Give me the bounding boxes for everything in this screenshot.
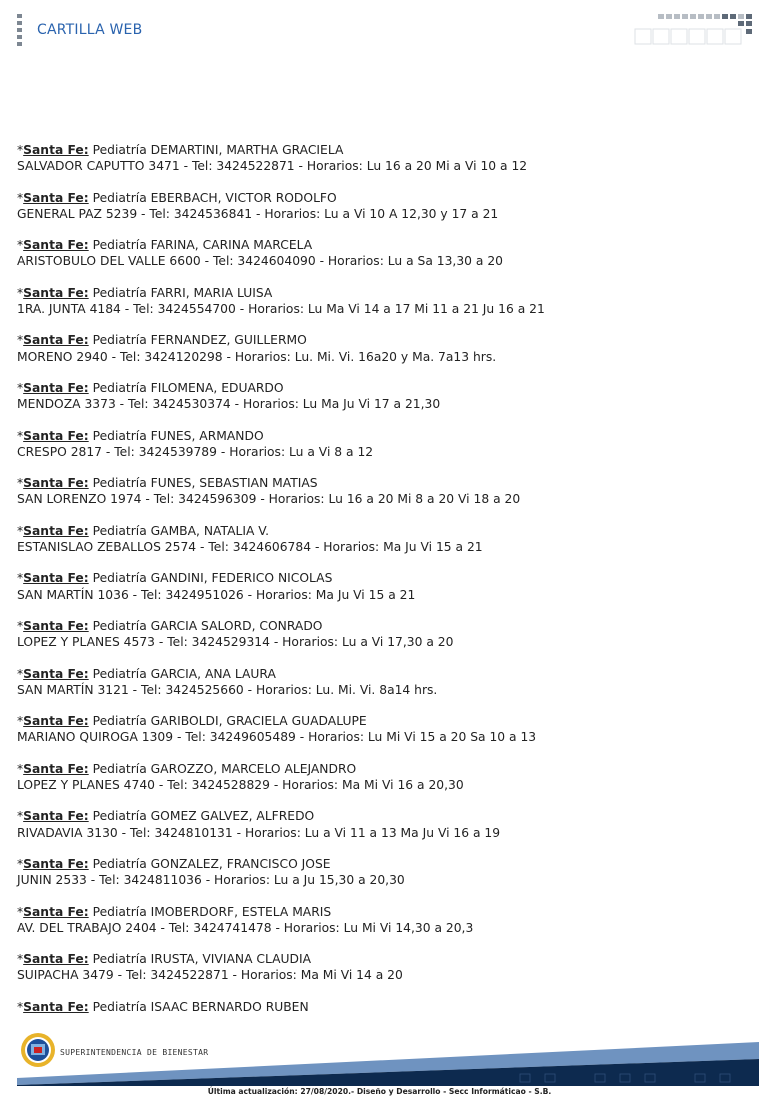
list-item	[17, 475, 747, 508]
entry-location: Santa Fe:	[23, 761, 89, 776]
entry-address: SAN LORENZO 1974 - Tel: 3424596309 - Horarios: Lu 16 a 20 Mi 8 a 20 Vi 18 a 20	[17, 492, 521, 507]
entry-address: CRESPO 2817 - Tel: 3424539789 - Horarios: Lu a Vi 8 a 12	[17, 444, 374, 459]
entry-title-line	[17, 190, 747, 206]
entry-location: Santa Fe:	[23, 571, 89, 586]
entry-prefix: *	[17, 904, 24, 919]
entry-address: MENDOZA 3373 - Tel: 3424530374 - Horarios: Lu Ma Ju Vi 17 a 21,30	[17, 397, 441, 412]
grid-squares-icon	[634, 12, 758, 46]
entry-address: SAN MARTÍN 1036 - Tel: 3424951026 - Horarios: Ma Ju Vi 15 a 21	[17, 587, 416, 602]
entry-title-line	[17, 904, 747, 920]
entry-location: Santa Fe:	[23, 143, 89, 157]
entry-address: RIVADAVIA 3130 - Tel: 3424810131 - Horarios: Lu a Vi 11 a 13 Ma Ju Vi 16 a 19	[17, 825, 501, 840]
entry-location: Santa Fe:	[23, 952, 89, 967]
entry-location: Santa Fe:	[23, 666, 89, 681]
entry-prefix: *	[17, 809, 24, 824]
list-item	[17, 190, 747, 223]
entry-provider: Pediatría ISAAC BERNARDO RUBEN	[88, 999, 309, 1014]
entry-provider: Pediatría FUNES, SEBASTIAN MATIAS	[88, 476, 318, 491]
header-accent-bar	[17, 14, 22, 46]
entry-prefix: *	[17, 666, 24, 681]
entry-location: Santa Fe:	[23, 523, 89, 538]
entry-location: Santa Fe:	[23, 809, 89, 824]
entry-title-line	[17, 428, 747, 444]
entry-provider: Pediatría GOMEZ GALVEZ, ALFREDO	[88, 809, 315, 824]
entry-location: Santa Fe:	[23, 476, 89, 491]
entry-address: MORENO 2940 - Tel: 3424120298 - Horarios: Lu. Mi. Vi. 16a20 y Ma. 7a13 hrs.	[17, 349, 497, 364]
entry-prefix: *	[17, 380, 24, 395]
entry-title-line	[17, 380, 747, 396]
page-title: CARTILLA WEB	[37, 22, 143, 38]
entry-location: Santa Fe:	[23, 856, 89, 871]
entry-provider: Pediatría IMOBERDORF, ESTELA MARIS	[88, 904, 332, 919]
entry-provider: Pediatría GONZALEZ, FRANCISCO JOSE	[88, 856, 331, 871]
entry-title-line	[17, 856, 747, 872]
list-item	[17, 713, 747, 746]
entry-address: 1RA. JUNTA 4184 - Tel: 3424554700 - Horarios: Lu Ma Vi 14 a 17 Mi 11 a 21 Ju 16 a 21	[17, 302, 545, 317]
entry-address: JUNIN 2533 - Tel: 3424811036 - Horarios: Lu a Ju 15,30 a 20,30	[17, 873, 405, 888]
police-seal-icon	[21, 1033, 55, 1067]
list-item	[17, 808, 747, 841]
list-item	[17, 237, 747, 270]
entry-provider: Pediatría FARINA, CARINA MARCELA	[88, 238, 313, 253]
entry-title-line	[17, 285, 747, 301]
entry-location: Santa Fe:	[23, 714, 89, 729]
list-item	[17, 761, 747, 794]
entry-prefix: *	[17, 238, 24, 253]
entry-prefix: *	[17, 523, 24, 538]
list-item	[17, 856, 747, 889]
entry-provider: Pediatría DEMARTINI, MARTHA GRACIELA	[88, 143, 344, 157]
entry-prefix: *	[17, 571, 24, 586]
entry-address: SAN MARTÍN 3121 - Tel: 3424525660 - Horarios: Lu. Mi. Vi. 8a14 hrs.	[17, 682, 438, 697]
entry-title-line	[17, 808, 747, 824]
entry-address: AV. DEL TRABAJO 2404 - Tel: 3424741478 - Horarios: Lu Mi Vi 14,30 a 20,3	[17, 920, 474, 935]
list-item	[17, 618, 747, 651]
entry-location: Santa Fe:	[23, 428, 89, 443]
entry-prefix: *	[17, 856, 24, 871]
entry-location: Santa Fe:	[23, 190, 89, 205]
entry-address: ESTANISLAO ZEBALLOS 2574 - Tel: 3424606784 - Horarios: Ma Ju Vi 15 a 21	[17, 540, 483, 555]
list-item	[17, 951, 747, 984]
entry-provider: Pediatría GARCIA SALORD, CONRADO	[88, 618, 323, 633]
entry-title-line	[17, 761, 747, 777]
entry-provider: Pediatría GARCIA, ANA LAURA	[88, 666, 276, 681]
list-item	[17, 380, 747, 413]
entry-provider: Pediatría GAROZZO, MARCELO ALEJANDRO	[88, 761, 357, 776]
entry-provider: Pediatría EBERBACH, VICTOR RODOLFO	[88, 190, 337, 205]
entry-address: SALVADOR CAPUTTO 3471 - Tel: 3424522871 - Horarios: Lu 16 a 20 Mi a Vi 10 a 12	[17, 159, 528, 174]
entry-prefix: *	[17, 428, 24, 443]
entry-prefix: *	[17, 285, 24, 300]
list-item	[17, 904, 747, 937]
entry-prefix: *	[17, 999, 24, 1014]
entry-location: Santa Fe:	[23, 380, 89, 395]
list-item	[17, 999, 747, 1015]
entry-title-line	[17, 666, 747, 682]
entry-title-line	[17, 142, 747, 158]
entry-provider: Pediatría GANDINI, FEDERICO NICOLAS	[88, 571, 333, 586]
entry-provider: Pediatría IRUSTA, VIVIANA CLAUDIA	[88, 952, 312, 967]
entry-provider: Pediatría FARRI, MARIA LUISA	[88, 285, 273, 300]
list-item	[17, 570, 747, 603]
entry-title-line	[17, 237, 747, 253]
entry-provider: Pediatría GARIBOLDI, GRACIELA GUADALUPE	[88, 714, 367, 729]
entry-title-line	[17, 475, 747, 491]
list-item	[17, 332, 747, 365]
entry-prefix: *	[17, 618, 24, 633]
entry-title-line	[17, 570, 747, 586]
entry-prefix: *	[17, 333, 24, 348]
entry-location: Santa Fe:	[23, 285, 89, 300]
entry-title-line	[17, 332, 747, 348]
entry-prefix: *	[17, 952, 24, 967]
list-item	[17, 428, 747, 461]
entry-location: Santa Fe:	[23, 618, 89, 633]
entry-title-line	[17, 999, 747, 1015]
entry-prefix: *	[17, 143, 24, 157]
list-item	[17, 523, 747, 556]
provider-list	[17, 142, 747, 1030]
entry-title-line	[17, 951, 747, 967]
entry-provider: Pediatría FILOMENA, EDUARDO	[88, 380, 284, 395]
entry-address: MARIANO QUIROGA 1309 - Tel: 34249605489 - Horarios: Lu Mi Vi 15 a 20 Sa 10 a 13	[17, 730, 537, 745]
entry-location: Santa Fe:	[23, 238, 89, 253]
organization-name: SUPERINTENDENCIA DE BIENESTAR	[60, 1048, 209, 1057]
last-update-line: Última actualización: 27/08/2020.- Diseño y Desarrollo - Secc Informáticao - S.B.	[207, 1087, 552, 1096]
entry-prefix: *	[17, 761, 24, 776]
entry-address: ARISTOBULO DEL VALLE 6600 - Tel: 3424604090 - Horarios: Lu a Sa 13,30 a 20	[17, 254, 503, 269]
entry-location: Santa Fe:	[23, 999, 89, 1014]
list-item	[17, 142, 747, 175]
entry-title-line	[17, 523, 747, 539]
entry-location: Santa Fe:	[23, 904, 89, 919]
entry-address: SUIPACHA 3479 - Tel: 3424522871 - Horarios: Ma Mi Vi 14 a 20	[17, 968, 403, 983]
entry-prefix: *	[17, 714, 24, 729]
entry-title-line	[17, 618, 747, 634]
entry-provider: Pediatría FUNES, ARMANDO	[88, 428, 264, 443]
entry-prefix: *	[17, 476, 24, 491]
list-item	[17, 666, 747, 699]
entry-title-line	[17, 713, 747, 729]
entry-address: GENERAL PAZ 5239 - Tel: 3424536841 - Horarios: Lu a Vi 10 A 12,30 y 17 a 21	[17, 206, 499, 221]
list-item	[17, 285, 747, 318]
entry-provider: Pediatría FERNANDEZ, GUILLERMO	[88, 333, 307, 348]
entry-prefix: *	[17, 190, 24, 205]
entry-location: Santa Fe:	[23, 333, 89, 348]
entry-address: LOPEZ Y PLANES 4740 - Tel: 3424528829 - Horarios: Ma Mi Vi 16 a 20,30	[17, 778, 464, 793]
entry-address: LOPEZ Y PLANES 4573 - Tel: 3424529314 - Horarios: Lu a Vi 17,30 a 20	[17, 635, 454, 650]
entry-provider: Pediatría GAMBA, NATALIA V.	[88, 523, 270, 538]
